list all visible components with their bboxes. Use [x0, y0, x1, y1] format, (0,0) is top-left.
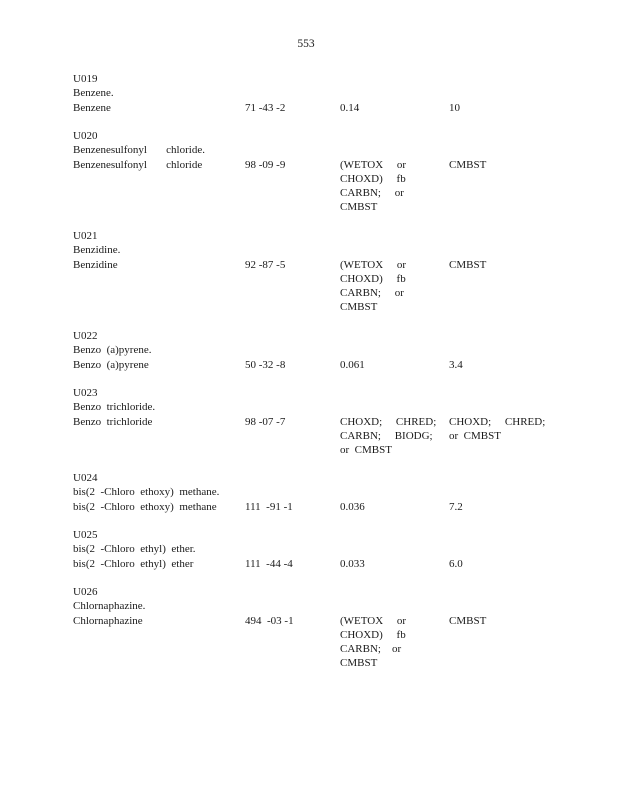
nonwastewater-standard: 10: [449, 101, 460, 114]
waste-code: U021: [73, 230, 98, 242]
nonwastewater-standard: 6.0: [449, 557, 463, 570]
wastewater-standard: 0.14: [340, 101, 360, 114]
wastewater-standard: (WETOX or CHOXD) fb CARBN; or CMBST: [340, 614, 407, 670]
wastewater-standard: 0.061: [340, 358, 365, 371]
cas-number: 92 -87 -5: [245, 258, 286, 271]
waste-name-heading: Benzene.: [73, 87, 114, 100]
cas-number: 111 -44 -4: [245, 557, 293, 570]
constituent-name: bis(2 -Chloro ethyl) ether: [73, 557, 194, 570]
constituent-name: Chlornaphazine: [73, 614, 143, 627]
wastewater-standard: (WETOX or CHOXD) fb CARBN; or CMBST: [340, 158, 407, 214]
wastewater-standard: CHOXD; CHRED; CARBN; BIODG; or CMBST: [340, 415, 437, 457]
nonwastewater-standard: CMBST: [449, 614, 487, 627]
nonwastewater-standard: 7.2: [449, 500, 463, 513]
nonwastewater-standard: CMBST: [449, 158, 487, 171]
constituent-name: Benzidine: [73, 258, 118, 271]
waste-name-heading: Benzo (a)pyrene.: [73, 344, 152, 357]
waste-code: U023: [73, 387, 98, 399]
constituent-name: Benzenesulfonyl chloride: [73, 158, 203, 171]
waste-code: U025: [73, 529, 98, 541]
constituent-name: Benzo (a)pyrene: [73, 358, 149, 371]
cas-number: 494 -03 -1: [245, 614, 294, 627]
wastewater-standard: 0.036: [340, 500, 365, 513]
cas-number: 50 -32 -8: [245, 358, 286, 371]
waste-name-heading: Benzenesulfonyl chloride.: [73, 144, 205, 157]
constituent-name: bis(2 -Chloro ethoxy) methane: [73, 500, 217, 513]
wastewater-standard: (WETOX or CHOXD) fb CARBN; or CMBST: [340, 258, 407, 314]
constituent-name: Benzene: [73, 101, 111, 114]
waste-name-heading: bis(2 -Chloro ethyl) ether.: [73, 543, 196, 556]
constituent-name: Benzo trichloride: [73, 415, 153, 428]
cas-number: 111 -91 -1: [245, 500, 293, 513]
waste-name-heading: Benzidine.: [73, 244, 121, 257]
waste-code: U019: [73, 73, 98, 85]
waste-code: U026: [73, 586, 98, 598]
cas-number: 71 -43 -2: [245, 101, 286, 114]
waste-name-heading: bis(2 -Chloro ethoxy) methane.: [73, 486, 220, 499]
waste-name-heading: Chlornaphazine.: [73, 600, 146, 613]
nonwastewater-standard: CMBST: [449, 258, 487, 271]
waste-code: U020: [73, 130, 98, 142]
nonwastewater-standard: 3.4: [449, 358, 463, 371]
waste-name-heading: Benzo trichloride.: [73, 401, 156, 414]
cas-number: 98 -09 -9: [245, 158, 286, 171]
page-number: 553: [297, 38, 315, 50]
nonwastewater-standard: CHOXD; CHRED; or CMBST: [449, 415, 546, 442]
waste-code: U022: [73, 330, 98, 342]
waste-code: U024: [73, 472, 98, 484]
cas-number: 98 -07 -7: [245, 415, 286, 428]
wastewater-standard: 0.033: [340, 557, 365, 570]
